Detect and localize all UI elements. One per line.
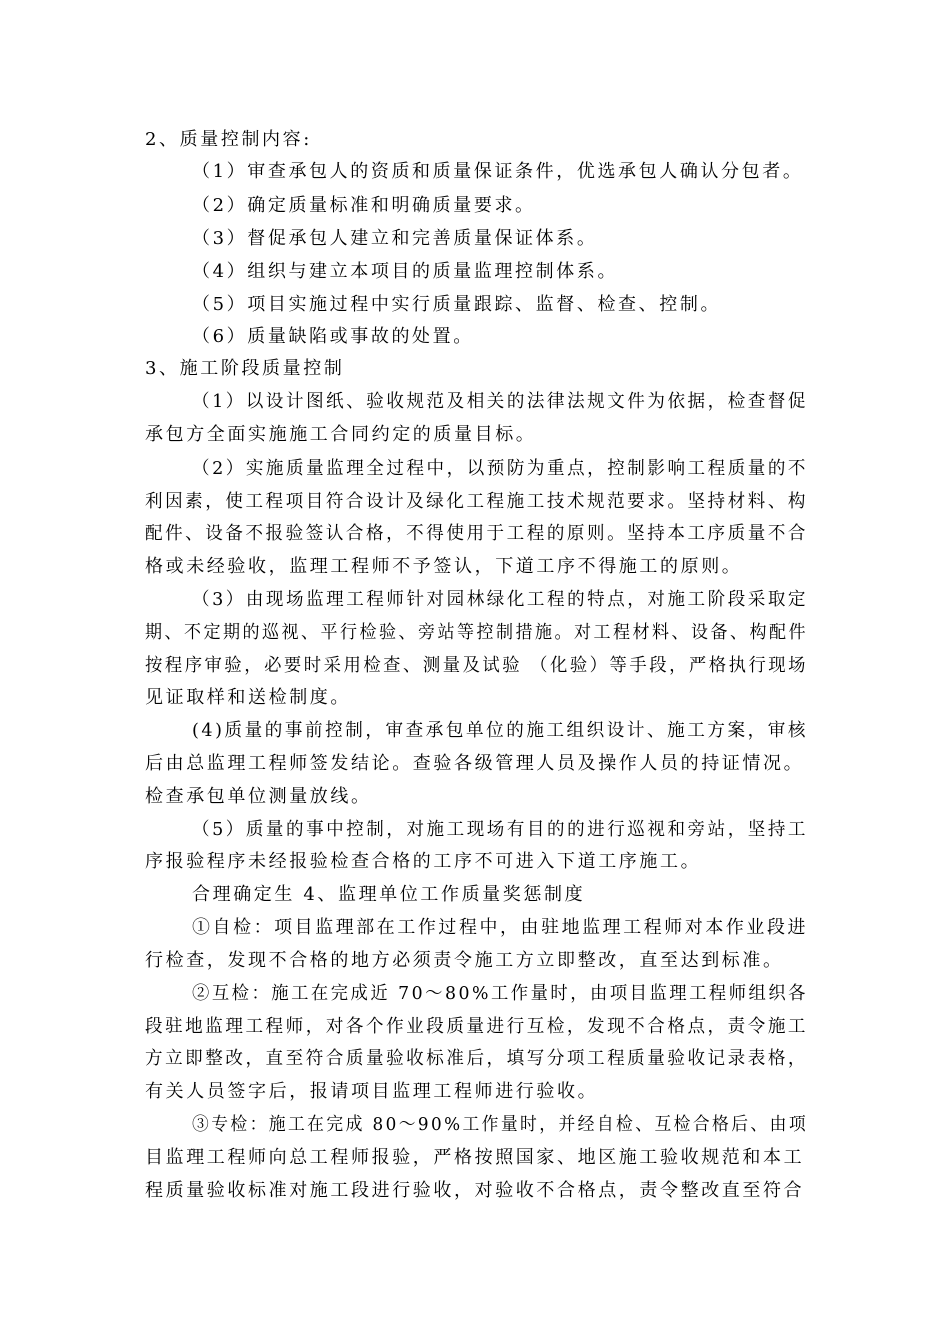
section-2-item-3: （3）督促承包人建立和完善质量保证体系。 <box>192 228 598 249</box>
section-3-p2-line-2: 利因素，使工程项目符合设计及绿化工程施工技术规范要求。坚持材料、构 <box>145 491 809 512</box>
section-3-p3-line-4: 见证取样和送检制度。 <box>145 687 351 708</box>
section-3-p1-line-1: （1）以设计图纸、验收规范及相关的法律法规文件为依据，检查督促 <box>192 391 809 412</box>
section-4-p3-line-3: 程质量验收标准对施工段进行验收，对验收不合格点，责令整改直至符合 <box>145 1180 805 1201</box>
section-2-item-5: （5）项目实施过程中实行质量跟踪、监督、检查、控制。 <box>192 294 722 315</box>
section-3-p3-line-1: （3）由现场监理工程师针对园林绿化工程的特点，对施工阶段采取定 <box>192 589 809 610</box>
section-3-p4-line-2: 后由总监理工程师签发结论。查验各级管理人员及操作人员的持证情况。 <box>145 753 805 774</box>
section-3-p5-line-2: 序报验程序未经报验检查合格的工序不可进入下道工序施工。 <box>145 851 702 872</box>
section-2-item-2: （2）确定质量标准和明确质量要求。 <box>192 195 536 216</box>
section-4-heading: 合理确定生 4、监理单位工作质量奖惩制度 <box>192 884 586 905</box>
section-3-p2-line-4: 格或未经验收，监理工程师不予签认，下道工序不得施工的原则。 <box>145 556 743 577</box>
section-4-p1-line-1: ①自检：项目监理部在工作过程中，由驻地监理工程师对本作业段进 <box>192 917 809 938</box>
section-3-p1-line-2: 承包方全面实施施工合同约定的质量目标。 <box>145 424 537 445</box>
section-2-item-6: （6）质量缺陷或事故的处置。 <box>192 326 474 347</box>
section-3-p4-line-1: (4)质量的事前控制，审查承包单位的施工组织设计、施工方案，审核 <box>192 720 809 741</box>
section-3-heading: 3、施工阶段质量控制 <box>145 358 345 379</box>
section-3-p4-line-3: 检查承包单位测量放线。 <box>145 786 372 807</box>
section-4-p1-line-2: 行检查，发现不合格的地方必须责令施工方立即整改，直至达到标准。 <box>145 950 784 971</box>
section-4-p2-line-3: 方立即整改，直至符合质量验收标准后，填写分项工程质量验收记录表格， <box>145 1048 809 1069</box>
section-3-p3-line-2: 期、不定期的巡视、平行检验、旁站等控制措施。对工程材料、设备、构配件 <box>145 622 809 643</box>
section-3-p2-line-3: 配件、设备不报验签认合格，不得使用于工程的原则。坚持本工序质量不合 <box>145 523 809 544</box>
section-4-p2-line-4: 有关人员签字后，报请项目监理工程师进行验收。 <box>145 1081 599 1102</box>
section-4-p3-line-1: ③专检：施工在完成 80～90%工作量时，并经自检、互检合格后、由项 <box>192 1114 809 1135</box>
section-4-p3-line-2: 目监理工程师向总工程师报验，严格按照国家、地区施工验收规范和本工 <box>145 1147 805 1168</box>
section-4-p2-line-2: 段驻地监理工程师，对各个作业段质量进行互检，发现不合格点，责令施工 <box>145 1016 809 1037</box>
section-2-item-1: （1）审查承包人的资质和质量保证条件，优选承包人确认分包者。 <box>192 161 804 182</box>
section-2-heading: 2、质量控制内容: <box>145 129 312 150</box>
section-3-p5-line-1: （5）质量的事中控制，对施工现场有目的的进行巡视和旁站，坚持工 <box>192 819 809 840</box>
section-2-item-4: （4）组织与建立本项目的质量监理控制体系。 <box>192 261 619 282</box>
section-3-p3-line-3: 按程序审验，必要时采用检查、测量及试验 （化验）等手段，严格执行现场 <box>145 655 809 676</box>
section-3-p2-line-1: （2）实施质量监理全过程中，以预防为重点，控制影响工程质量的不 <box>192 458 809 479</box>
section-4-p2-line-1: ②互检：施工在完成近 70～80%工作量时，由项目监理工程师组织各 <box>192 983 808 1004</box>
